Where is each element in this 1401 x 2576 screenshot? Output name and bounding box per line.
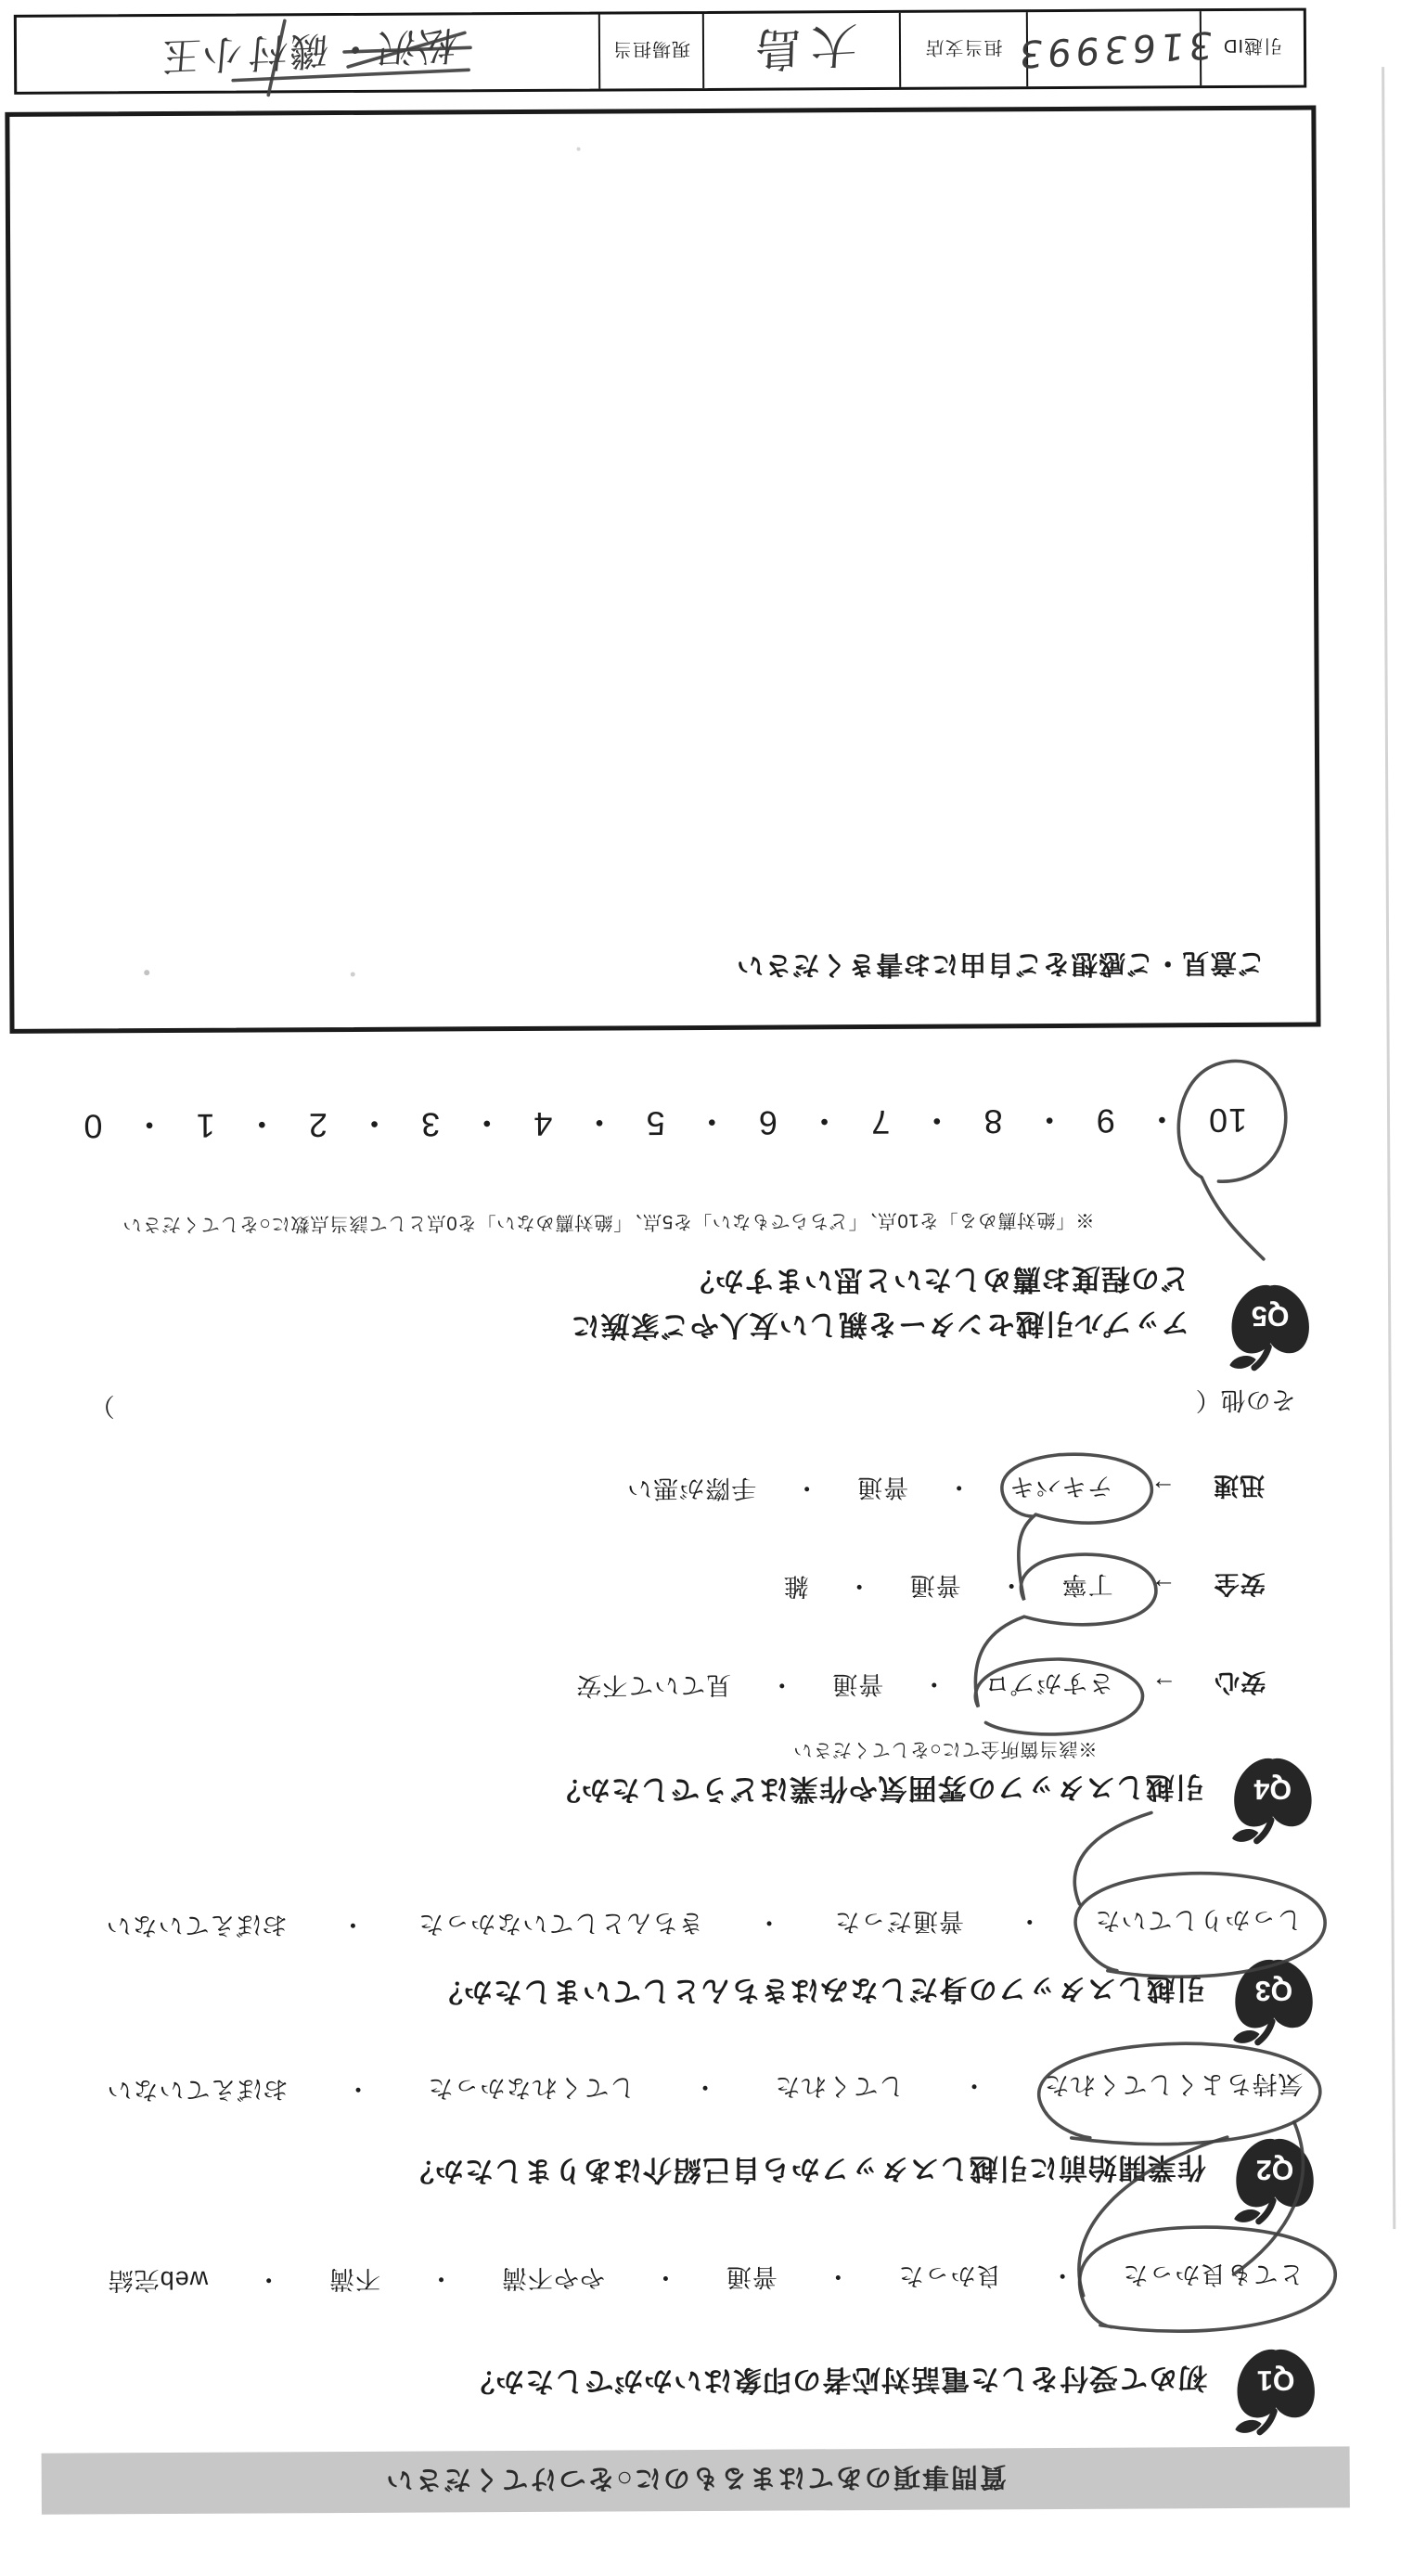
q2-option-selected: 気持ちよくしてくれた (1043, 2069, 1304, 2100)
q4-option: 普通 (831, 1669, 884, 1699)
scale-number: 2 (307, 1106, 328, 1145)
scale-number: 8 (983, 1102, 1003, 1141)
q1-option: 普通 (725, 2262, 778, 2291)
q4-option: 雑 (782, 1572, 809, 1601)
q4-option-selected: さすがプロ (983, 1668, 1114, 1698)
footer-value-moving-id (1012, 11, 1215, 86)
handwritten-id: 3163993 (1012, 22, 1215, 75)
q2-options (106, 2068, 1303, 2111)
arrow-right-icon: → (1150, 1671, 1177, 1700)
q4-title: 引越しスタッフの雰囲気や作業はどうでしたか？ (550, 1771, 1204, 1807)
q4-other-open: その他（ (1195, 1385, 1296, 1415)
arrow-right-icon: → (1150, 1573, 1176, 1602)
q4-badge-label: Q4 (1253, 1773, 1292, 1806)
footer-table (14, 8, 1306, 95)
arrow-right-icon: → (1150, 1475, 1176, 1503)
separator-dot: ・ (997, 1571, 1024, 1600)
footer-value-field-staff (17, 15, 600, 92)
separator-dot: ・ (244, 1104, 279, 1143)
q4-other-close: ） (89, 1392, 115, 1421)
scale-number: 5 (645, 1104, 665, 1143)
q5-apple-badge-icon (1225, 1272, 1317, 1375)
separator-dot: ・ (427, 2264, 455, 2293)
q4-row-label: 安全 (1213, 1569, 1266, 1599)
separator-dot: ・ (806, 1101, 842, 1140)
q4-other-row (90, 1385, 1296, 1427)
q4-option-selected: 丁寧 (1060, 1570, 1113, 1599)
q4-row-label: 安心 (1214, 1668, 1266, 1697)
footer-label-branch: 担当支店 (901, 12, 1028, 87)
q1-title: 初めて受付をした電話対応者の印象はいかがでしたか？ (465, 2362, 1208, 2399)
separator-dot: ・ (824, 2262, 851, 2291)
q3-title: 引越しスタッフの身だしなみはきちんとしていましたか？ (432, 1972, 1206, 2009)
separator-dot: ・ (920, 1669, 947, 1698)
q4-row-anshin (575, 1667, 1266, 1707)
q1-option: web完結 (107, 2265, 209, 2295)
separator-dot: ・ (651, 2263, 678, 2292)
separator-dot: ・ (469, 1103, 504, 1142)
q4-option: 普通 (908, 1571, 961, 1600)
scale-number: 9 (1095, 1102, 1115, 1141)
scale-number: 7 (870, 1103, 891, 1142)
handwritten-staff-names: 松沢・ 磯村 小玉 (157, 19, 458, 87)
footer-label-field-staff: 現場担当 (600, 14, 704, 89)
separator-dot: ・ (845, 1572, 872, 1601)
q4-note: ※該当箇所全てに○をしてください (792, 1737, 1098, 1761)
scale-number-selected: 10 (1207, 1101, 1248, 1140)
scale-number: 6 (757, 1104, 778, 1143)
q1-option-selected: とても良かった (1122, 2260, 1305, 2289)
comment-box-caption: ご意見・ご感想をご自由にお書きください (736, 947, 1266, 980)
handwritten-branch: 大島 (745, 16, 858, 77)
comment-box (5, 106, 1320, 1034)
scale-number: 0 (83, 1107, 103, 1146)
footer-value-branch (704, 13, 901, 88)
q4-row-anzen (783, 1568, 1266, 1607)
pen-tail-q3 (1074, 1812, 1152, 1903)
q1-option: 不満 (328, 2264, 381, 2294)
q4-row-jinsoku (626, 1470, 1265, 1510)
q3-option: きちんとしていなかった (418, 1908, 704, 1938)
footer-label-moving-id: 引越ID (1222, 35, 1283, 57)
q4-row-label: 迅速 (1213, 1471, 1266, 1501)
q5-title-line1: アップル引越センターを親しい友人やご家族に (570, 1307, 1190, 1343)
separator-dot: ・ (691, 2072, 718, 2102)
q4-option: 見ていて不安 (575, 1670, 732, 1700)
q3-apple-badge-icon (1228, 1947, 1320, 2050)
separator-dot: ・ (581, 1102, 617, 1141)
separator-dot: ・ (356, 1103, 392, 1142)
separator-dot: ・ (1032, 1100, 1067, 1140)
q2-option: おぼえていない (106, 2075, 289, 2105)
separator-dot: ・ (1144, 1100, 1179, 1139)
q3-option: おぼえていない (105, 1911, 288, 1940)
q3-options (106, 1904, 1303, 1947)
q1-options (108, 2259, 1305, 2301)
q2-title: 作業開始前に引越しスタッフから自己紹介はありましたか？ (404, 2151, 1207, 2188)
separator-dot: ・ (131, 1105, 167, 1144)
scale-number: 1 (195, 1107, 215, 1146)
separator-dot: ・ (694, 1101, 729, 1141)
separator-dot: ・ (1016, 1907, 1043, 1936)
q4-option: 普通 (856, 1473, 909, 1502)
q5-badge-label: Q5 (1251, 1300, 1290, 1333)
separator-dot: ・ (255, 2265, 282, 2294)
q5-title-line2: どの程度お薦めしたいと思いますか？ (684, 1262, 1190, 1298)
pen-tail-q5 (1202, 1178, 1263, 1259)
separator-dot: ・ (945, 1473, 972, 1501)
q2-option: してくれなかった (427, 2073, 636, 2103)
scale-number: 4 (533, 1105, 553, 1144)
scan-edge-line (1382, 67, 1395, 2229)
q2-apple-badge-icon (1229, 2126, 1321, 2229)
q5-note: ※「絶対薦める」を10点、「どちらでもない」を5点、「絶対薦めない」を0点として該当点数に○をしてください (122, 1208, 1095, 1236)
q5-rating-scale (83, 1097, 1247, 1151)
instruction-bar: 質問事項のあてはまるものに○をつけてください (42, 2446, 1350, 2514)
separator-dot: ・ (793, 1474, 820, 1502)
separator-dot: ・ (919, 1101, 954, 1140)
q2-badge-label: Q2 (1255, 2154, 1294, 2186)
q3-option: 普通だった (833, 1907, 964, 1937)
handwritten-struck-name: 磯村 (244, 27, 330, 76)
separator-dot: ・ (339, 1910, 366, 1939)
q3-option-selected: しっかりしていた (1094, 1905, 1303, 1935)
separator-dot: ・ (344, 2074, 371, 2104)
q4-option: 手際が悪い (626, 1474, 757, 1503)
separator-dot: ・ (768, 1670, 795, 1699)
q2-option: してくれた (774, 2071, 905, 2101)
q1-badge-label: Q1 (1256, 2364, 1295, 2397)
q1-apple-badge-icon (1230, 2337, 1322, 2440)
scale-number: 3 (420, 1105, 441, 1145)
q1-option: 良かった (897, 2261, 1002, 2290)
separator-dot: ・ (960, 2071, 987, 2100)
separator-dot: ・ (1048, 2260, 1075, 2290)
q4-apple-badge-icon (1227, 1745, 1319, 1848)
q3-badge-label: Q3 (1254, 1975, 1293, 2007)
q1-option: やや不満 (500, 2263, 606, 2293)
separator-dot: ・ (755, 1908, 782, 1937)
q4-option-selected: テキパキ (1009, 1472, 1113, 1501)
